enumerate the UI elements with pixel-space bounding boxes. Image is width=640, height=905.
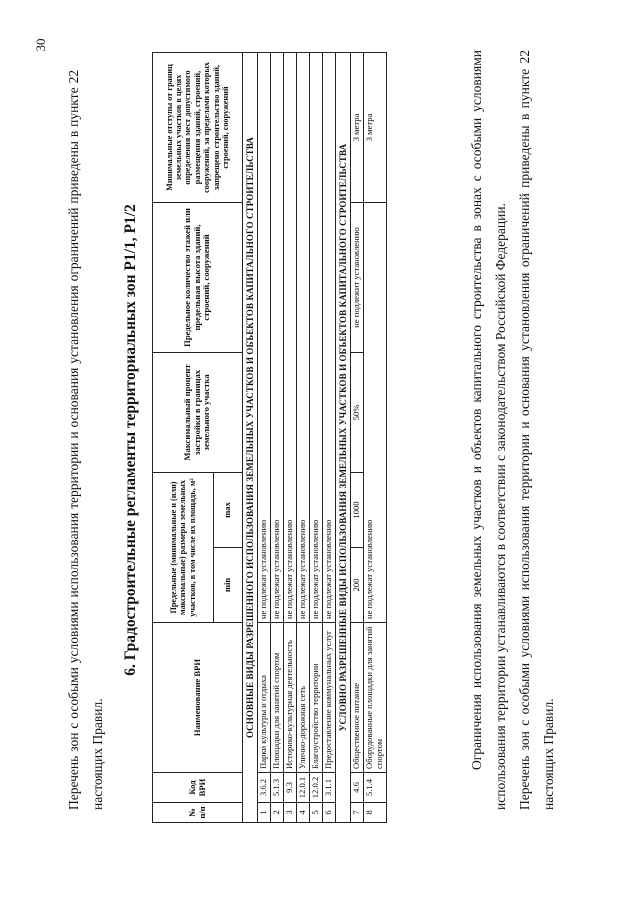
row-size: не подлежат установлению	[271, 53, 284, 623]
row-num: 6	[322, 803, 335, 823]
header-code: Код ВРИ	[153, 773, 243, 803]
row-name: Предоставление коммунальных услуг	[322, 623, 335, 773]
table-row	[271, 53, 284, 823]
section-main-title: ОСНОВНЫЕ ВИДЫ РАЗРЕШЕННОГО ИСПОЛЬЗОВАНИЯ ЗЕМЕЛЬНЫХ УЧАСТКОВ И ОБЪЕКТОВ КАПИТАЛЬНОГО СТРОИТЕЛЬСТВА	[243, 53, 258, 823]
row-code: 9.3	[284, 773, 297, 803]
table-row	[350, 53, 363, 823]
header-num: № п/п	[153, 803, 243, 823]
row-code: 3.1.1	[322, 773, 335, 803]
row-size: не подлежат установлению	[284, 53, 297, 623]
section-heading: 6. Градостроительные регламенты территориальных зон Р1/1, Р1/2	[122, 204, 139, 676]
header-floors: Предельное количество этажей или предельная высота зданий, строений, сооружений	[153, 203, 243, 353]
row-size: не подлежат установлению	[258, 53, 271, 623]
table-row	[258, 53, 271, 823]
row-name: Историко-культурная деятельность	[284, 623, 297, 773]
row-setback: 3 метра	[350, 53, 363, 203]
table-row	[284, 53, 297, 823]
row-size: не подлежат установлению	[363, 203, 386, 623]
row-size: не подлежат установлению	[296, 53, 309, 623]
row-num: 5	[309, 803, 322, 823]
row-size: не подлежат установлению	[309, 53, 322, 623]
row-name: Общественное питание	[350, 623, 363, 773]
header-min: min	[214, 548, 243, 623]
row-num: 8	[363, 803, 386, 823]
table-row	[309, 53, 322, 823]
row-setback: 3 метра	[363, 53, 386, 203]
row-name: Благоустройство территории	[309, 623, 322, 773]
table-row	[363, 53, 386, 823]
bottom-text	[465, 50, 561, 810]
row-num: 4	[296, 803, 309, 823]
row-code: 5.1.3	[271, 773, 284, 803]
table-header-row	[153, 53, 214, 823]
header-coverage: Максимальный процент застройки в границах земельного участка	[153, 353, 243, 473]
row-name: Площадки для занятий спортом	[271, 623, 284, 773]
table-row	[296, 53, 309, 823]
row-name: Оборудованные площадки для занятий спортом	[363, 623, 386, 773]
row-code: 4.6	[350, 773, 363, 803]
row-code: 12.0.2	[309, 773, 322, 803]
section-row-main	[243, 53, 258, 823]
header-max: max	[214, 473, 243, 548]
row-name: Парки культуры и отдыха	[258, 623, 271, 773]
row-num: 7	[350, 803, 363, 823]
row-code: 12.0.1	[296, 773, 309, 803]
section-row-conditional	[335, 53, 350, 823]
row-max: 1000	[350, 473, 363, 548]
header-setback: Минимальные отступы от границ земельных участков в целях определения мест допустимого размещения зданий, строений, сооружений, за пределами которых запрещено строительство зданий, строений, сооружений	[153, 53, 243, 203]
regulations-table	[152, 52, 387, 823]
zones-reference-paragraph: Перечень зон с особыми условиями использования территории и основания установления ограничений приведены в пункте 22 настоящих Правил.	[517, 50, 556, 810]
row-floors: не подлежит установлению	[350, 203, 363, 353]
restrictions-paragraph: Ограничения использования земельных участков и объектов капитального строительства в зонах с особыми условиями использования территории устанавливаются в соответствии с законодательством Российской Федерации.	[469, 50, 508, 810]
row-size: не подлежат установлению	[322, 53, 335, 623]
section-conditional-title: УСЛОВНО РАЗРЕШЕННЫЕ ВИДЫ ИСПОЛЬЗОВАНИЯ ЗЕМЕЛЬНЫХ УЧАСТКОВ И ОБЪЕКТОВ КАПИТАЛЬНОГО СТРОИТЕЛЬСТВА	[335, 53, 350, 823]
row-num: 2	[271, 803, 284, 823]
row-code: 5.1.4	[363, 773, 386, 803]
header-size: Предельные (минимальные и (или) максимальные) размеры земельных участков, в том числе их площадь, м²	[153, 473, 214, 623]
row-code: 3.6.2	[258, 773, 271, 803]
row-min: 200	[350, 548, 363, 623]
row-num: 1	[258, 803, 271, 823]
page-number: 30	[33, 38, 48, 52]
intro-paragraph: Перечень зон с особыми условиями использования территории и основания установления ограничений приведены в пункте 22 настоящих Правил.	[66, 70, 105, 810]
row-name: Улично-дорожная сеть	[296, 623, 309, 773]
row-num: 3	[284, 803, 297, 823]
row-coverage: 50%	[350, 353, 363, 473]
header-name: Наименование ВРИ	[153, 623, 243, 773]
table-row	[322, 53, 335, 823]
